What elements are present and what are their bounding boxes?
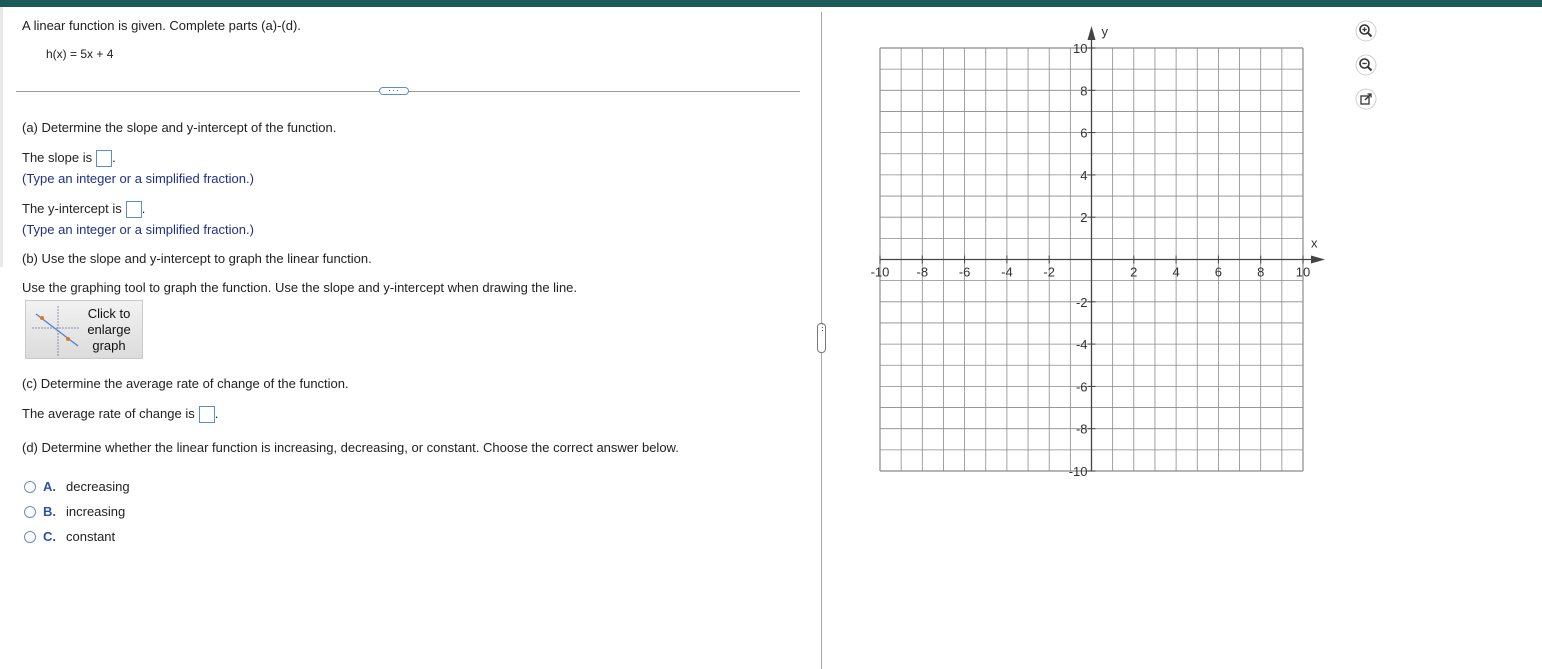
- part-c-prompt: (c) Determine the average rate of change of the function.: [22, 376, 349, 391]
- y-axis-label: y: [1101, 24, 1108, 39]
- y-tick-label: -4: [1075, 337, 1088, 353]
- slope-period: .: [112, 150, 116, 165]
- coordinate-graph[interactable]: [860, 20, 1340, 490]
- yint-label: The y-intercept is: [22, 201, 122, 216]
- part-a-prompt: (a) Determine the slope and y-intercept of the function.: [22, 120, 337, 135]
- part-b-prompt: (b) Use the slope and y-intercept to graph the linear function.: [22, 251, 372, 266]
- x-axis-arrow: [1311, 256, 1325, 264]
- option-letter: A.: [43, 479, 56, 494]
- problem-intro: A linear function is given. Complete parts (a)-(d).: [22, 18, 301, 33]
- left-edge: [0, 7, 3, 267]
- yint-row: [22, 201, 145, 218]
- option-letter: C.: [43, 529, 56, 544]
- x-tick-label: 10: [1295, 264, 1311, 280]
- x-tick-label: 4: [1172, 264, 1180, 280]
- part-d-prompt: (d) Determine whether the linear function is increasing, decreasing, or constant. Choose the correct answer below.: [22, 440, 679, 455]
- x-tick-label: 8: [1257, 264, 1265, 280]
- slope-row: [22, 150, 116, 167]
- yint-hint: (Type an integer or a simplified fraction.): [22, 222, 254, 237]
- function-expression: h(x) = 5x + 4: [46, 47, 114, 61]
- x-tick-label: -8: [916, 264, 929, 280]
- y-tick-label: 2: [1080, 210, 1088, 226]
- popout-icon[interactable]: [1354, 87, 1378, 111]
- y-tick-label: -8: [1075, 421, 1088, 437]
- graph-thumbnail-icon: [28, 302, 82, 359]
- rate-input[interactable]: [199, 406, 215, 423]
- more-button[interactable]: ···: [379, 87, 409, 95]
- yint-input[interactable]: [126, 201, 142, 218]
- x-tick-label: 6: [1214, 264, 1223, 280]
- axes: [880, 26, 1325, 471]
- option-letter: B.: [43, 504, 56, 519]
- y-tick-label: -2: [1075, 294, 1088, 310]
- top-bar: [0, 0, 1542, 7]
- x-tick-label: -2: [1043, 264, 1055, 280]
- y-tick-label: 8: [1080, 83, 1088, 99]
- x-axis-label: x: [1311, 235, 1318, 251]
- y-tick-label: -6: [1075, 379, 1088, 395]
- radio-button[interactable]: [24, 531, 36, 543]
- radio-button[interactable]: [24, 481, 36, 493]
- rate-period: .: [214, 406, 219, 421]
- rate-label: The average rate of change is: [22, 406, 195, 421]
- zoom-in-icon[interactable]: [1354, 19, 1378, 43]
- splitter-handle[interactable]: ⋮: [817, 323, 826, 353]
- y-tick-label: 6: [1080, 125, 1088, 141]
- x-tick-label: 2: [1130, 264, 1138, 280]
- radio-button[interactable]: [24, 506, 36, 518]
- yint-period: .: [141, 201, 146, 216]
- slope-hint: (Type an integer or a simplified fraction.): [22, 171, 254, 186]
- slope-label: The slope is: [22, 150, 93, 165]
- enlarge-graph-label: Click to enlarge graph: [87, 306, 131, 353]
- x-tick-label: -6: [958, 264, 971, 280]
- slope-input[interactable]: [96, 150, 112, 167]
- y-tick-label: 4: [1080, 167, 1088, 183]
- x-tick-label: -10: [870, 264, 890, 280]
- x-tick-label: -4: [1001, 264, 1013, 280]
- rate-row: [22, 406, 218, 423]
- zoom-out-icon[interactable]: [1354, 53, 1378, 77]
- option-text: increasing: [66, 504, 126, 519]
- enlarge-graph-button[interactable]: [25, 300, 143, 359]
- option-text: constant: [66, 529, 116, 544]
- option-text: decreasing: [66, 479, 130, 494]
- y-tick-label: 10: [1073, 41, 1088, 56]
- y-axis-arrow: [1088, 26, 1096, 40]
- y-tick-label: -10: [1068, 464, 1088, 479]
- part-b-instruction: Use the graphing tool to graph the function. Use the slope and y-intercept when drawing the line.: [22, 280, 578, 295]
